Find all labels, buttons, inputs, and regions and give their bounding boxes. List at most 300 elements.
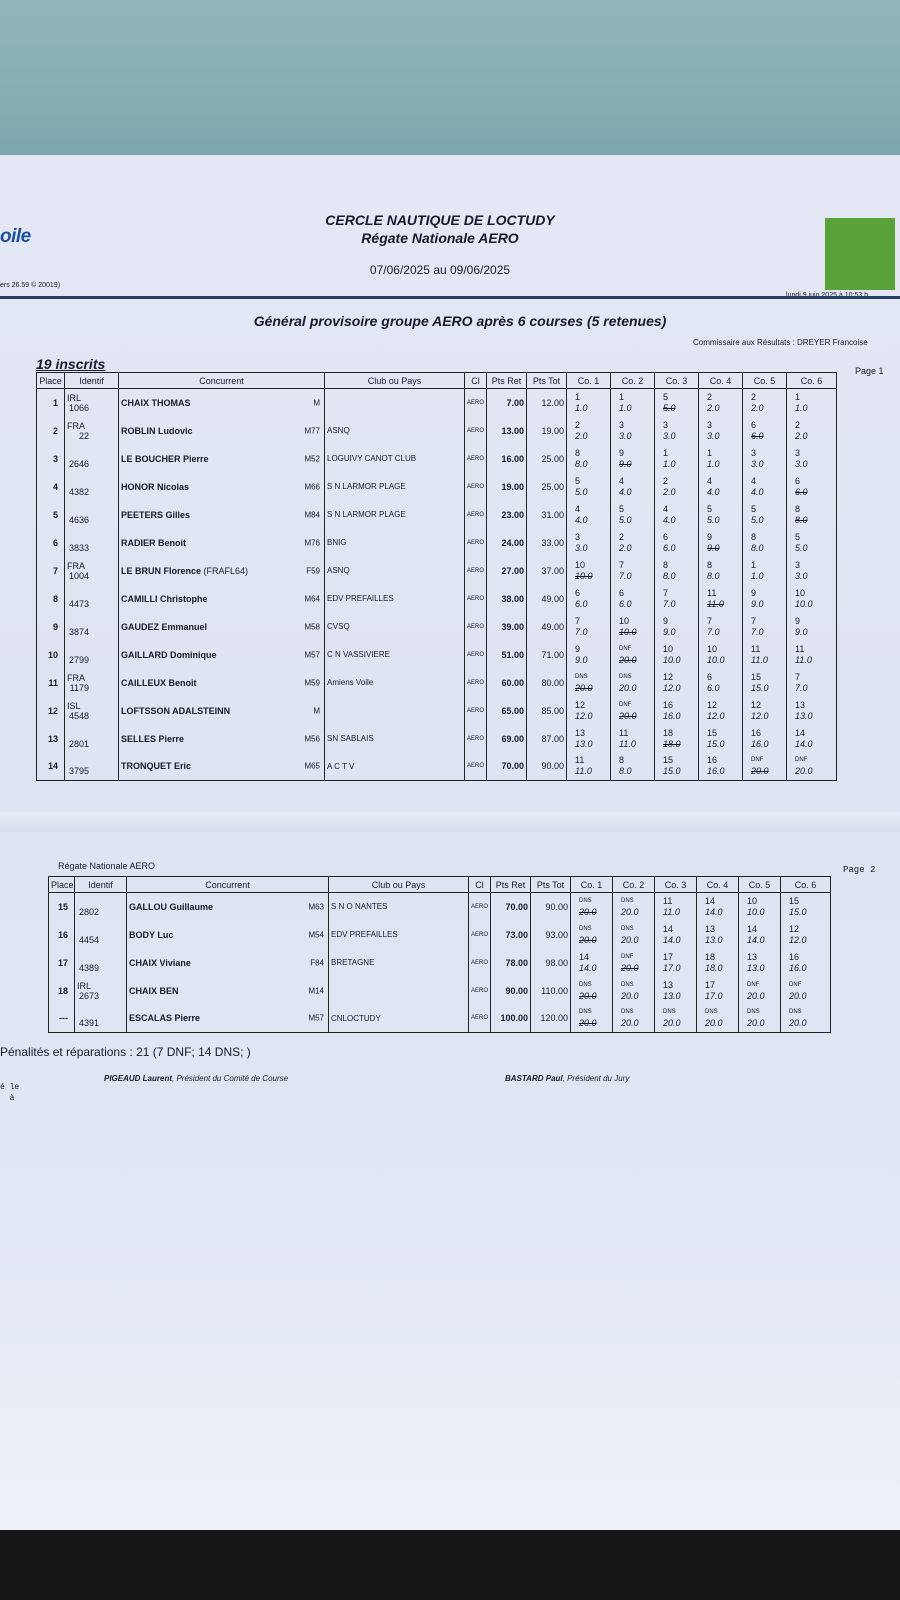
- competitor-alias: (FRAFL64): [201, 565, 249, 576]
- cell-race-6: [781, 921, 831, 949]
- logo: oile: [0, 226, 31, 247]
- race-points: 14.0: [705, 906, 723, 917]
- cell-sail-number: 2801: [68, 738, 89, 749]
- race-points-discarded: 20.0: [619, 654, 637, 665]
- cell-class: AERO: [465, 445, 487, 473]
- competitor-name: RADIER Benoit: [121, 537, 186, 548]
- race-position: 12: [751, 699, 762, 710]
- competitor-name: CHAIX THOMAS: [121, 397, 191, 408]
- cell-pts-tot: 85.00: [527, 697, 567, 725]
- cell-pts-tot: 19.00: [527, 417, 567, 445]
- race-position: 15: [789, 895, 800, 906]
- cell-competitor: [119, 473, 325, 501]
- col-header-race-1: Co. 1: [567, 373, 611, 389]
- competitor-name: CAILLEUX Benoit: [121, 677, 197, 688]
- cell-class: AERO: [465, 697, 487, 725]
- cell-race-6: [787, 669, 837, 697]
- cell-identif: [75, 1005, 127, 1033]
- cell-race-2: [611, 557, 655, 585]
- cell-place: 18: [49, 977, 75, 1005]
- cell-pts-tot: 110.00: [531, 977, 571, 1005]
- competitor-name: BODY Luc: [129, 929, 174, 940]
- cell-pts-tot: 31.00: [527, 501, 567, 529]
- cell-place: 10: [37, 641, 65, 669]
- col-header-identif: Identif: [65, 373, 119, 389]
- race-points: 11.0: [751, 654, 768, 665]
- cell-pts-tot: 98.00: [531, 949, 571, 977]
- race-points: 1.0: [663, 458, 676, 469]
- race-points-discarded: 20.0: [621, 962, 639, 973]
- cell-club: EDV PREFAILLES: [325, 585, 465, 613]
- competitor-name: LE BOUCHER Pierre: [121, 453, 209, 464]
- table-row: [37, 753, 837, 781]
- cell-sail-number: 2673: [78, 990, 99, 1001]
- competitor-name: CHAIX BEN: [129, 985, 179, 996]
- competitor-name: TRONQUET Eric: [121, 761, 192, 772]
- cell-sail-number: 1179: [69, 682, 89, 693]
- table-row: [37, 669, 837, 697]
- cell-class: AERO: [469, 1005, 491, 1033]
- cell-pts-ret: 16.00: [487, 445, 527, 473]
- cell-race-6: [787, 473, 837, 501]
- competitor-category: M52: [304, 454, 320, 463]
- race-points: 20.0: [795, 766, 813, 777]
- race-position: 6: [707, 671, 713, 682]
- cell-race-2: [611, 473, 655, 501]
- cell-race-1: [567, 697, 611, 725]
- race-position: 13: [747, 951, 758, 962]
- race-points: 16.0: [707, 766, 725, 777]
- race-position: 9: [619, 447, 625, 458]
- cell-race-5: [739, 921, 781, 949]
- race-position: DNS: [621, 897, 634, 904]
- cell-race-4: [699, 529, 743, 557]
- competitor-name: LOFTSSON ADALSTEINN: [121, 705, 231, 716]
- race-position: DNF: [621, 953, 634, 960]
- cell-race-2: [611, 725, 655, 753]
- cell-class: AERO: [469, 977, 491, 1005]
- race-points: 4.0: [751, 486, 764, 497]
- cell-club: C N VASSIVIERE: [325, 641, 465, 669]
- race-points: 9.0: [795, 626, 808, 637]
- software-version: ers 26.59 © 20019): [0, 282, 61, 289]
- race-points-discarded: 10.0: [619, 626, 637, 637]
- col-header-place: Place: [37, 373, 65, 389]
- race-points: 1.0: [751, 570, 764, 581]
- race-points: 17.0: [705, 990, 723, 1001]
- cell-pts-ret: 65.00: [487, 697, 527, 725]
- race-points: 9.0: [751, 598, 764, 609]
- race-points: 20.0: [621, 934, 639, 945]
- cell-pts-ret: 90.00: [491, 977, 531, 1005]
- race-points-discarded: 6.0: [795, 486, 808, 497]
- cell-competitor: [127, 921, 329, 949]
- cell-race-6: [781, 977, 831, 1005]
- cell-club: S N O NANTES: [329, 893, 469, 921]
- cell-race-5: [743, 417, 787, 445]
- race-points: 14.0: [663, 934, 681, 945]
- race-points: 20.0: [621, 990, 639, 1001]
- cell-pts-ret: 23.00: [487, 501, 527, 529]
- race-position: DNS: [579, 1009, 592, 1016]
- cell-race-5: [743, 641, 787, 669]
- col-header-club: Club ou Pays: [325, 373, 465, 389]
- cell-race-6: [787, 697, 837, 725]
- cell-identif: [65, 613, 119, 641]
- cell-class: AERO: [465, 641, 487, 669]
- race-points-discarded: 9.0: [707, 542, 720, 553]
- race-position: 3: [575, 531, 581, 542]
- cell-race-6: [787, 641, 837, 669]
- cell-race-5: [739, 977, 781, 1005]
- race-position: 8: [707, 559, 713, 570]
- race-position: DNF: [747, 981, 760, 988]
- race-points: 8.0: [707, 570, 720, 581]
- race-points: 4.0: [619, 486, 632, 497]
- race-points: 20.0: [621, 906, 639, 917]
- race-position: 14: [579, 951, 590, 962]
- race-position: 4: [707, 475, 713, 486]
- cell-nat: ISL: [67, 700, 81, 711]
- race-points: 8.0: [575, 458, 588, 469]
- cell-race-2: [611, 641, 655, 669]
- cell-sail-number: 4636: [68, 514, 89, 525]
- cell-race-3: [655, 501, 699, 529]
- cell-competitor: [119, 389, 325, 417]
- race-points: 2.0: [707, 402, 720, 413]
- cell-sail-number: 4454: [78, 934, 99, 945]
- cell-race-6: [787, 585, 837, 613]
- cell-sail-number: 22: [78, 430, 89, 441]
- competitor-name: ESCALAS Pierre: [129, 1013, 201, 1024]
- race-position: 13: [575, 727, 586, 738]
- cell-identif: [75, 893, 127, 921]
- cell-club: ASNQ: [325, 557, 465, 585]
- race-position: 12: [707, 699, 718, 710]
- race-position: 1: [707, 447, 713, 458]
- race-position: 5: [795, 531, 801, 542]
- table-row: [37, 529, 837, 557]
- col-header-club: Club ou Pays: [329, 877, 469, 893]
- cell-pts-ret: 24.00: [487, 529, 527, 557]
- col-header-race-4: Co. 4: [699, 373, 743, 389]
- cell-race-5: [743, 697, 787, 725]
- race-position: 17: [705, 979, 716, 990]
- race-points: 11.0: [795, 654, 812, 665]
- cell-place: 5: [37, 501, 65, 529]
- race-points: 10.0: [663, 654, 681, 665]
- race-points: 5.0: [707, 514, 720, 525]
- cell-race-6: [787, 417, 837, 445]
- race-points: 13.0: [705, 934, 723, 945]
- race-points: 1.0: [707, 458, 720, 469]
- race-points: 20.0: [747, 990, 765, 1001]
- race-points: 4.0: [707, 486, 720, 497]
- cell-race-5: [743, 389, 787, 417]
- col-header-concurrent: Concurrent: [119, 373, 325, 389]
- cell-race-1: [567, 641, 611, 669]
- cell-race-2: [611, 669, 655, 697]
- competitor-name: CAMILLI Christophe: [121, 593, 208, 604]
- table-row: [37, 725, 837, 753]
- cell-race-5: [743, 557, 787, 585]
- race-position: 3: [795, 559, 801, 570]
- race-points: 14.0: [579, 962, 597, 973]
- table-row: [49, 1005, 831, 1033]
- table-row: [37, 417, 837, 445]
- cell-place: 3: [37, 445, 65, 473]
- race-points-discarded: 20.0: [579, 906, 597, 917]
- race-points: 13.0: [575, 738, 593, 749]
- table-row: [49, 949, 831, 977]
- cell-race-1: [567, 557, 611, 585]
- cell-identif: [75, 977, 127, 1005]
- race-position: DNS: [579, 897, 592, 904]
- race-position: 6: [619, 587, 625, 598]
- col-header-race-5: Co. 5: [739, 877, 781, 893]
- cell-pts-tot: 37.00: [527, 557, 567, 585]
- cell-identif: [65, 725, 119, 753]
- race-points: 1.0: [795, 402, 808, 413]
- cell-sail-number: 3833: [68, 542, 89, 553]
- cell-race-3: [655, 669, 699, 697]
- race-position: 9: [795, 615, 801, 626]
- cell-race-4: [699, 389, 743, 417]
- race-points: 2.0: [663, 486, 676, 497]
- cell-competitor: [119, 557, 325, 585]
- cell-race-2: [611, 753, 655, 781]
- race-position: 1: [663, 447, 669, 458]
- table-row: [37, 585, 837, 613]
- competitor-category: M54: [308, 930, 324, 939]
- table-row: [37, 473, 837, 501]
- cell-pts-ret: 13.00: [487, 417, 527, 445]
- cell-pts-tot: 93.00: [531, 921, 571, 949]
- race-points: 12.0: [751, 710, 769, 721]
- race-position: 8: [663, 559, 669, 570]
- race-points: 10.0: [747, 906, 765, 917]
- race-position: DNS: [579, 981, 592, 988]
- cell-sail-number: 4391: [78, 1018, 99, 1029]
- race-points: 5.0: [795, 542, 808, 553]
- race-position: 13: [663, 979, 674, 990]
- race-points-discarded: 5.0: [663, 402, 676, 413]
- race-position: 13: [705, 923, 716, 934]
- cell-club: [325, 389, 465, 417]
- cell-race-2: [613, 949, 655, 977]
- cell-race-4: [699, 445, 743, 473]
- race-points: 6.0: [663, 542, 676, 553]
- cell-identif: [65, 585, 119, 613]
- cell-race-3: [655, 613, 699, 641]
- race-position: 5: [575, 475, 581, 486]
- cell-race-6: [787, 613, 837, 641]
- col-header-pts-ret: Pts Ret: [491, 877, 531, 893]
- cell-race-1: [571, 921, 613, 949]
- cell-pts-ret: 7.00: [487, 389, 527, 417]
- cell-race-5: [743, 753, 787, 781]
- col-header-race-6: Co. 6: [787, 373, 837, 389]
- results-title: Général provisoire groupe AERO après 6 courses (5 retenues): [253, 313, 667, 329]
- table-row: [37, 557, 837, 585]
- cell-identif: [75, 949, 127, 977]
- race-position: 13: [795, 699, 806, 710]
- cell-place: 17: [49, 949, 75, 977]
- race-points: 7.0: [707, 626, 720, 637]
- race-position: DNF: [789, 981, 802, 988]
- col-header-race-2: Co. 2: [611, 373, 655, 389]
- competitor-category: M63: [308, 902, 324, 912]
- race-position: DNF: [619, 645, 632, 652]
- race-position: 7: [751, 615, 757, 626]
- cell-race-1: [567, 445, 611, 473]
- cell-class: AERO: [465, 753, 487, 781]
- table-row: [37, 501, 837, 529]
- cell-place: 4: [37, 473, 65, 501]
- cell-race-1: [567, 501, 611, 529]
- race-position: 1: [751, 559, 757, 570]
- cell-club: [329, 977, 469, 1005]
- cell-race-6: [787, 529, 837, 557]
- race-points: 17.0: [663, 962, 681, 973]
- cell-race-6: [787, 445, 837, 473]
- signature-course-committee: PIGEAUD Laurent, Président du Comité de Course: [104, 1074, 289, 1083]
- cell-identif: [65, 501, 119, 529]
- cell-class: AERO: [469, 893, 491, 921]
- cell-race-1: [567, 669, 611, 697]
- cell-race-3: [655, 893, 697, 921]
- race-position: 14: [747, 923, 758, 934]
- cell-pts-tot: 49.00: [527, 613, 567, 641]
- cell-nat: FRA: [67, 560, 85, 571]
- cell-race-6: [781, 949, 831, 977]
- race-points: 4.0: [575, 514, 588, 525]
- cell-competitor: [119, 501, 325, 529]
- race-position: 15: [707, 727, 718, 738]
- cell-competitor: [119, 529, 325, 557]
- cell-class: AERO: [465, 585, 487, 613]
- race-position: 3: [751, 447, 757, 458]
- race-position: 4: [751, 475, 757, 486]
- race-position: 14: [663, 923, 674, 934]
- race-position: 2: [795, 419, 801, 430]
- race-position: 1: [619, 391, 625, 402]
- commissaire: Commissaire aux Résultats : DREYER Francoise: [693, 338, 868, 347]
- cell-race-5: [739, 1005, 781, 1033]
- race-points: 20.0: [747, 1018, 765, 1029]
- race-position: 10: [747, 895, 758, 906]
- race-position: 14: [795, 727, 806, 738]
- cell-place: 6: [37, 529, 65, 557]
- race-points-discarded: 11.0: [707, 598, 724, 609]
- cell-club: SN SABLAIS: [325, 725, 465, 753]
- cell-club: Amiens Voile: [325, 669, 465, 697]
- cell-race-2: [613, 921, 655, 949]
- cell-nat: FRA: [67, 420, 85, 431]
- paper-sheet: [0, 155, 900, 1530]
- cell-race-5: [743, 725, 787, 753]
- race-points: 2.0: [619, 542, 632, 553]
- page2-event: Régate Nationale AERO: [58, 861, 156, 871]
- race-points: 12.0: [707, 710, 725, 721]
- cell-race-1: [571, 893, 613, 921]
- cell-competitor: [127, 949, 329, 977]
- race-points: 10.0: [707, 654, 725, 665]
- cell-nat: FRA: [67, 672, 85, 683]
- cell-competitor: [119, 753, 325, 781]
- cell-place: 1: [37, 389, 65, 417]
- race-position: 5: [751, 503, 757, 514]
- club-logo-box: [825, 218, 895, 290]
- race-points: 16.0: [663, 710, 681, 721]
- col-header-race-6: Co. 6: [781, 877, 831, 893]
- race-position: 2: [663, 475, 669, 486]
- cell-place: 14: [37, 753, 65, 781]
- race-points-discarded: 8.0: [795, 514, 808, 525]
- cell-race-2: [611, 697, 655, 725]
- race-position: 4: [663, 503, 669, 514]
- cell-sail-number: 3795: [68, 766, 89, 777]
- race-position: 7: [795, 671, 801, 682]
- col-header-race-3: Co. 3: [655, 373, 699, 389]
- table-row: [49, 977, 831, 1005]
- cell-race-2: [611, 389, 655, 417]
- race-position: 5: [707, 503, 713, 514]
- race-position: DNF: [751, 757, 764, 764]
- cell-club: ASNQ: [325, 417, 465, 445]
- race-points: 7.0: [663, 598, 676, 609]
- event-title: Régate Nationale AERO: [361, 230, 519, 246]
- table-row: [37, 697, 837, 725]
- cell-identif: [65, 753, 119, 781]
- cell-identif: [65, 473, 119, 501]
- race-points: 7.0: [575, 626, 588, 637]
- race-position: 16: [707, 755, 718, 766]
- race-position: 15: [663, 755, 674, 766]
- race-position: 16: [789, 951, 800, 962]
- race-points: 4.0: [663, 514, 676, 525]
- race-position: 6: [751, 419, 757, 430]
- race-points-discarded: 20.0: [579, 1018, 597, 1029]
- cell-race-1: [567, 473, 611, 501]
- cell-race-3: [655, 641, 699, 669]
- race-points: 20.0: [789, 1018, 807, 1029]
- race-position: 18: [705, 951, 716, 962]
- margin-text: é le à: [0, 1083, 20, 1103]
- competitor-category: M56: [304, 734, 320, 743]
- cell-sail-number: 4548: [68, 710, 89, 721]
- col-header-race-4: Co. 4: [697, 877, 739, 893]
- cell-race-4: [699, 613, 743, 641]
- competitor-category: M65: [304, 761, 320, 771]
- race-points: 13.0: [663, 990, 681, 1001]
- race-position: 8: [575, 447, 581, 458]
- col-header-race-2: Co. 2: [613, 877, 655, 893]
- col-header-class: Cl: [469, 877, 491, 893]
- cell-race-3: [655, 445, 699, 473]
- cell-competitor: [119, 613, 325, 641]
- cell-class: AERO: [465, 501, 487, 529]
- cell-race-3: [655, 977, 697, 1005]
- cell-race-4: [699, 641, 743, 669]
- cell-identif: [65, 389, 119, 417]
- race-position: 6: [795, 475, 801, 486]
- cell-race-2: [611, 445, 655, 473]
- cell-pts-tot: 90.00: [531, 893, 571, 921]
- race-position: 11: [619, 727, 629, 738]
- cell-race-2: [611, 529, 655, 557]
- cell-race-1: [567, 753, 611, 781]
